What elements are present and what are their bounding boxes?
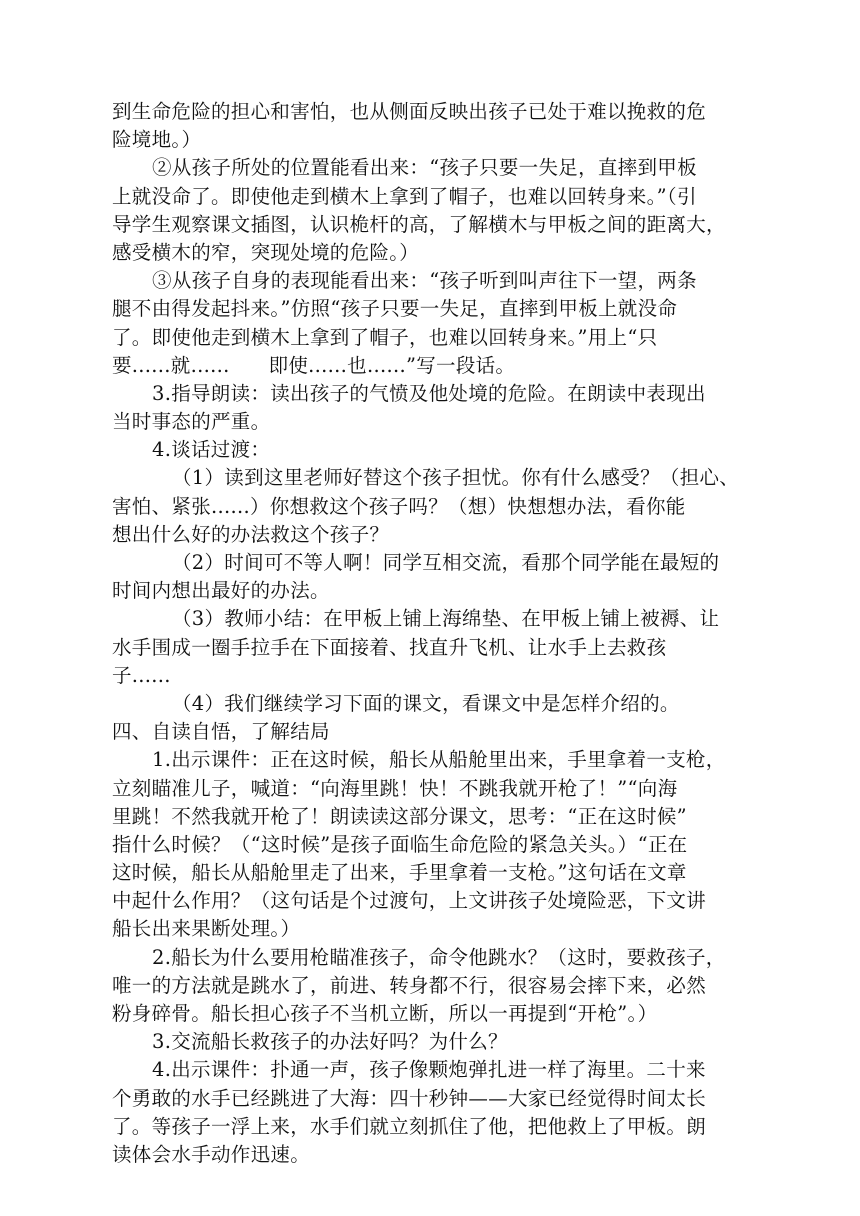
text-line: 个勇敢的水手已经跳进了大海：四十秒钟——大家已经觉得时间太长 bbox=[112, 1086, 707, 1110]
text-line: 感受横木的窄，突现处境的危险。） bbox=[112, 240, 420, 264]
text-line: 上就没命了。即使他走到横木上拿到了帽子，也难以回转身来。”（引 bbox=[112, 184, 697, 208]
text-line: 立刻瞄准儿子，喊道：“向海里跳！快！不跳我就开枪了！”“向海 bbox=[112, 776, 678, 800]
text-line: 子...... bbox=[112, 663, 171, 687]
text-line: ②从孩子所处的位置能看出来：“孩子只要一失足，直摔到甲板 bbox=[152, 156, 697, 180]
text-line: 3.交流船长救孩子的办法好吗？为什么？ bbox=[152, 1030, 508, 1054]
text-line: 里跳！不然我就开枪了！朗读读这部分课文，思考：“正在这时候” bbox=[112, 804, 687, 828]
text-line: （3）教师小结：在甲板上铺上海绵垫、在甲板上铺上被褥、让 bbox=[172, 607, 720, 631]
text-line: 了。即使他走到横木上拿到了帽子，也难以回转身来。”用上“只 bbox=[112, 325, 658, 349]
text-line: 中起什么作用？（这句话是个过渡句，上文讲孩子处境险恶，下文讲 bbox=[112, 889, 707, 913]
text-line: 这时候，船长从船舱里走了出来，手里拿着一支枪。”这句话在文章 bbox=[112, 861, 687, 885]
text-line: 指什么时候？（“这时候”是孩子面临生命危险的紧急关头。）“正在 bbox=[112, 832, 688, 856]
document-body bbox=[112, 98, 752, 1169]
text-line: 1.出示课件：正在这时候，船长从船舱里出来，手里拿着一支枪， bbox=[152, 748, 726, 772]
text-line: ③从孩子自身的表现能看出来：“孩子听到叫声往下一望，两条 bbox=[152, 269, 697, 293]
text-line: 到生命危险的担心和害怕，也从侧面反映出孩子已处于难以挽救的危 bbox=[112, 100, 707, 123]
text-line: 3.指导朗读：读出孩子的气愤及他处境的危险。在朗读中表现出 bbox=[152, 381, 706, 405]
text-line: 船长出来果断处理。） bbox=[112, 917, 301, 941]
text-line: 粉身碎骨。船长担心孩子不当机立断，所以一再提到“开枪”。） bbox=[112, 1002, 658, 1025]
text-line: 害怕、紧张......）你想救这个孩子吗？（想）快想想办法，看你能 bbox=[112, 494, 686, 518]
text-line: 唯一的方法就是跳水了，前进、转身都不行，很容易会摔下来，必然 bbox=[112, 973, 707, 997]
text-line: 时间内想出最好的办法。 bbox=[112, 579, 330, 603]
text-line: 当时事态的严重。 bbox=[112, 410, 271, 434]
text-line: 四、自读自悟，了解结局 bbox=[112, 720, 330, 744]
text-line: 水手围成一圈手拉手在下面接着、找直升飞机、让水手上去救孩 bbox=[112, 635, 667, 659]
text-line: 4.谈话过渡： bbox=[152, 438, 271, 462]
text-line: （1）读到这里老师好替这个孩子担忧。你有什么感受？（担心、 bbox=[172, 466, 740, 490]
text-line: 要......就...... 即使......也......”写一段话。 bbox=[112, 353, 516, 377]
text-line: 了。等孩子一浮上来，水手们就立刻抓住了他，把他救上了甲板。朗 bbox=[112, 1114, 707, 1138]
text-line: 险境地。） bbox=[112, 128, 202, 152]
text-line: 2.船长为什么要用枪瞄准孩子，命令他跳水？（这时，要救孩子， bbox=[152, 945, 726, 969]
text-line: 读体会水手动作迅速。 bbox=[112, 1142, 311, 1166]
text-line: 腿不由得发起抖来。”仿照“孩子只要一失足，直摔到甲板上就没命 bbox=[112, 297, 678, 321]
text-line: 4.出示课件：扑通一声，孩子像颗炮弹扎进一样了海里。二十来 bbox=[152, 1058, 706, 1082]
text-line: 导学生观察课文插图，认识桅杆的高，了解横木与甲板之间的距离大， bbox=[112, 212, 726, 236]
text-line: （4）我们继续学习下面的课文，看课文中是怎样介绍的。 bbox=[172, 691, 680, 715]
text-line: （2）时间可不等人啊！同学互相交流，看那个同学能在最短的 bbox=[172, 551, 720, 574]
text-line: 想出什么好的办法救这个孩子？ bbox=[112, 522, 390, 546]
